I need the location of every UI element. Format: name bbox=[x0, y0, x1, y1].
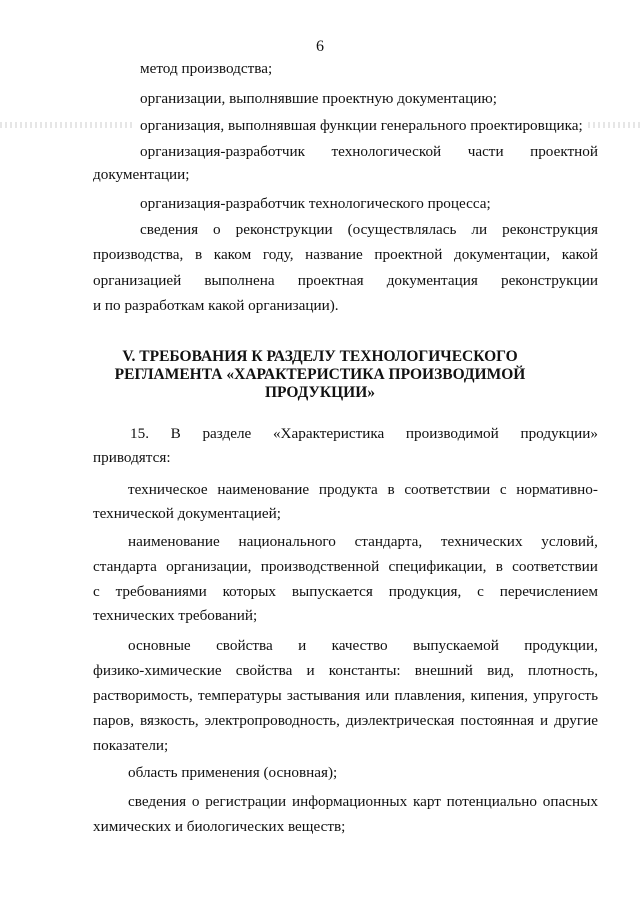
word: сведения bbox=[140, 221, 199, 238]
word: которых bbox=[222, 583, 277, 600]
word: реконструкции bbox=[235, 221, 333, 238]
word: и bbox=[539, 712, 549, 729]
text-line: технических требований; bbox=[93, 607, 258, 624]
text-line-justified bbox=[93, 272, 598, 290]
word: соответствии bbox=[404, 481, 491, 498]
word: выпускаемой bbox=[413, 637, 499, 654]
word: с bbox=[93, 583, 100, 600]
word: свойства bbox=[235, 662, 293, 679]
word: константы: bbox=[328, 662, 401, 679]
word: ли bbox=[471, 221, 488, 238]
word: с bbox=[499, 481, 507, 498]
word: о bbox=[213, 221, 221, 238]
word: продукции, bbox=[524, 637, 598, 654]
word: году, bbox=[262, 246, 294, 263]
word: продукция, bbox=[388, 583, 462, 600]
word: регистрации bbox=[205, 793, 287, 810]
word: продукта bbox=[318, 481, 378, 498]
word: части bbox=[467, 143, 504, 160]
word: упругость bbox=[533, 687, 598, 704]
word: и bbox=[298, 637, 307, 654]
word: производства, bbox=[93, 246, 184, 263]
word: В bbox=[170, 425, 181, 442]
text-line: химических и биологических веществ; bbox=[93, 818, 346, 835]
word: продукции» bbox=[520, 425, 598, 442]
paragraph-15-line bbox=[130, 425, 598, 443]
word: требованиями bbox=[115, 583, 207, 600]
word: потенциально bbox=[446, 793, 538, 810]
word: техническое bbox=[128, 481, 208, 498]
word: и bbox=[306, 662, 315, 679]
word: каком bbox=[213, 246, 252, 263]
page-number: 6 bbox=[316, 38, 324, 55]
word: о bbox=[191, 793, 200, 810]
word: наименование bbox=[217, 481, 310, 498]
word: информационных bbox=[291, 793, 408, 810]
word: сведения bbox=[128, 793, 187, 810]
word: застывания bbox=[286, 687, 361, 704]
word: карт bbox=[412, 793, 441, 810]
word: организацией bbox=[93, 272, 182, 289]
text-line-justified bbox=[128, 481, 598, 499]
word: организации, bbox=[166, 558, 252, 575]
word: «Характеристика bbox=[272, 425, 385, 442]
word: плавления, bbox=[394, 687, 466, 704]
word: (осуществлялась bbox=[347, 221, 457, 238]
text-line: организация, выполнявшая функции генерального проектировщика; bbox=[140, 117, 583, 134]
text-line-justified bbox=[93, 583, 598, 601]
text-line-justified bbox=[93, 558, 598, 576]
word: название bbox=[305, 246, 363, 263]
section-heading-line: V. ТРЕБОВАНИЯ К РАЗДЕЛУ ТЕХНОЛОГИЧЕСКОГО bbox=[122, 348, 518, 365]
word: диэлектрическая bbox=[345, 712, 455, 729]
word: физико-химические bbox=[93, 662, 222, 679]
word: нормативно- bbox=[516, 481, 598, 498]
word: 15. bbox=[130, 425, 149, 442]
word: или bbox=[365, 687, 390, 704]
word: постоянная bbox=[460, 712, 534, 729]
text-line: приводятся: bbox=[93, 449, 171, 466]
word: соответствии bbox=[512, 558, 598, 575]
word: национального bbox=[238, 533, 336, 550]
text-line: метод производства; bbox=[140, 60, 273, 77]
text-line-justified bbox=[93, 712, 598, 730]
word: документация bbox=[386, 272, 478, 289]
word: вязкость, bbox=[140, 712, 199, 729]
word: реконструкции bbox=[500, 272, 598, 289]
scan-artifact-left bbox=[0, 122, 135, 128]
word: стандарта bbox=[93, 558, 157, 575]
word: проектная bbox=[297, 272, 364, 289]
text-line: область применения (основная); bbox=[128, 764, 338, 781]
text-line-justified bbox=[128, 533, 598, 551]
word: в bbox=[387, 481, 395, 498]
text-line-justified bbox=[140, 143, 598, 161]
word: основные bbox=[128, 637, 191, 654]
word: свойства bbox=[216, 637, 273, 654]
word: производимой bbox=[405, 425, 499, 442]
section-heading-line: ПРОДУКЦИИ» bbox=[264, 384, 376, 401]
word: организация-разработчик bbox=[140, 143, 306, 160]
word: внешний bbox=[414, 662, 473, 679]
text-line-justified bbox=[140, 221, 598, 239]
text-line-justified bbox=[93, 687, 598, 705]
word: условий, bbox=[541, 533, 598, 550]
text-line-justified bbox=[93, 662, 598, 680]
scan-artifact-right bbox=[588, 122, 640, 128]
word: растворимость, bbox=[93, 687, 193, 704]
word: наименование bbox=[128, 533, 220, 550]
section-heading-line: РЕГЛАМЕНТА «ХАРАКТЕРИСТИКА ПРОИЗВОДИМОЙ bbox=[114, 366, 526, 383]
word: реконструкция bbox=[502, 221, 598, 238]
text-line-justified bbox=[128, 637, 598, 655]
word: другие bbox=[554, 712, 598, 729]
word: в bbox=[495, 558, 503, 575]
word: технологической bbox=[331, 143, 442, 160]
text-line: организации, выполнявшие проектную документацию; bbox=[140, 90, 497, 107]
text-line: документации; bbox=[93, 166, 190, 183]
text-line: и по разработкам какой организации). bbox=[93, 297, 339, 314]
text-line: показатели; bbox=[93, 737, 169, 754]
word: перечислением bbox=[499, 583, 598, 600]
word: опасных bbox=[542, 793, 598, 810]
word: документации, bbox=[454, 246, 551, 263]
word: плотность, bbox=[528, 662, 598, 679]
text-line: технической документацией; bbox=[93, 505, 281, 522]
word: выпускается bbox=[291, 583, 373, 600]
word: какой bbox=[561, 246, 598, 263]
word: выполнена bbox=[204, 272, 275, 289]
word: в bbox=[194, 246, 203, 263]
word: качество bbox=[331, 637, 388, 654]
word: паров, bbox=[93, 712, 135, 729]
word: с bbox=[477, 583, 484, 600]
word: электропроводность, bbox=[204, 712, 340, 729]
text-line-justified bbox=[128, 793, 598, 811]
word: спецификации, bbox=[388, 558, 487, 575]
word: проектной bbox=[530, 143, 598, 160]
word: проектной bbox=[374, 246, 443, 263]
text-line-justified bbox=[93, 246, 598, 264]
word: кипения, bbox=[470, 687, 528, 704]
word: стандарта, bbox=[354, 533, 423, 550]
word: температуры bbox=[198, 687, 282, 704]
word: разделе bbox=[202, 425, 252, 442]
word: производственной bbox=[260, 558, 380, 575]
word: вид, bbox=[487, 662, 514, 679]
word: технических bbox=[440, 533, 523, 550]
text-line: организация-разработчик технологического процесса; bbox=[140, 195, 491, 212]
